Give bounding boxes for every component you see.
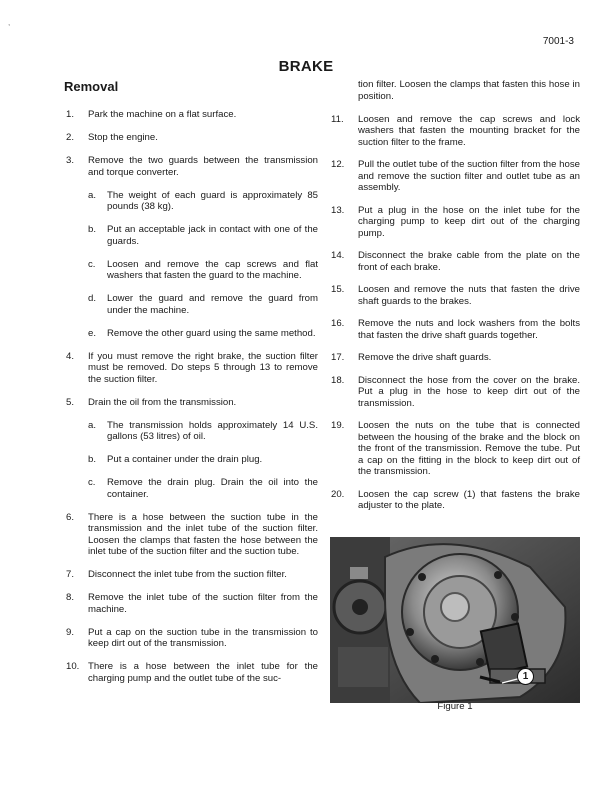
step-15: 15. Loosen and remove the nuts that fasten the drive shaft guards to the brakes. (331, 284, 580, 307)
step-3: 3. Remove the two guards between the transmission and torque converter. (66, 155, 318, 178)
right-column (331, 79, 580, 523)
page-title: BRAKE (278, 58, 334, 75)
step-9: 9. Put a cap on the suction tube in the transmission to keep dirt out of the transmission. (66, 626, 318, 649)
page-number: 7001-3 (542, 36, 574, 47)
step-5-sub-a: a. The transmission holds approximately 14 U.S. gallons (53 litres) of oil. (88, 419, 318, 442)
left-column (66, 79, 318, 696)
step-11: 11. Loosen and remove the cap screws and lock washers that fasten the mounting bracket for the suction filter to the frame. (331, 113, 580, 148)
step-14: 14. Disconnect the brake cable from the plate on the front of each brake. (331, 250, 580, 273)
step-5-sub-b: b. Put a container under the drain plug. (88, 454, 263, 465)
step-17: 17. Remove the drive shaft guards. (331, 352, 492, 363)
step-18: 18. Disconnect the hose from the cover on the brake. Put a plug in the hose to keep dirt out of the transmission. (331, 374, 580, 409)
step-8: 8. Remove the inlet tube of the suction filter from the machine. (66, 592, 318, 615)
step-12: 12. Pull the outlet tube of the suction filter from the hose and remove the suction filter and outlet tube as an assembly. (331, 159, 580, 193)
step-3-sub-d: d. Lower the guard and remove the guard from under the machine. (88, 293, 318, 316)
step-10: 10. There is a hose between the inlet tube for the charging pump and the outlet tube of the suc- (66, 661, 318, 684)
step-5: 5. Drain the oil from the transmission. (66, 396, 237, 408)
step-3-sub-e: e. Remove the other guard using the same method. (88, 327, 316, 339)
scan-mark: , (8, 18, 11, 27)
step-2: 2. Stop the engine. (66, 132, 158, 143)
step-7: 7. Disconnect the inlet tube from the suction filter. (66, 569, 287, 580)
step-5-sub-c: c. Remove the drain plug. Drain the oil into the container. (88, 477, 318, 500)
step-10-continuation: tion filter. Loosen the clamps that fasten this hose in position. (358, 79, 580, 102)
step-1: 1. Park the machine on a flat surface. (66, 109, 237, 120)
step-16: 16. Remove the nuts and lock washers from the bolts that fasten the drive shaft guards together. (331, 318, 580, 341)
section-heading: Removal (64, 79, 119, 94)
step-20: 20. Loosen the cap screw (1) that fastens the brake adjuster to the plate. (331, 488, 580, 511)
step-4: 4. If you must remove the right brake, the suction filter must be removed. Do steps 5 through 13 to remove the suction filter. (66, 350, 318, 385)
step-3-sub-a: a. The weight of each guard is approximately 85 pounds (38 kg). (88, 189, 318, 212)
step-6: 6. There is a hose between the suction tube in the transmission and the inlet tube of the suction filter. Loosen the clamps that fasten the hose between the inlet tube of the suction filter and the suction tube. (66, 511, 318, 557)
step-3-sub-b: b. Put an acceptable jack in contact with one of the guards. (88, 224, 318, 247)
figure-1-photo (330, 537, 580, 703)
figure-caption: Figure 1 (437, 701, 473, 712)
step-13: 13. Put a plug in the hose on the inlet tube for the charging pump to keep dirt out of the charging pump. (331, 204, 580, 239)
step-19: 19. Loosen the nuts on the tube that is connected between the housing of the brake and the block on the front of the transmission. Remove the tube. Put a cap on the fitting in the block to keep dirt out of the transmission. (331, 420, 580, 477)
callout-1-marker: 1 (517, 668, 534, 685)
step-3-sub-c: c. Loosen and remove the cap screws and flat washers that fasten the guard to the machine. (88, 258, 318, 281)
